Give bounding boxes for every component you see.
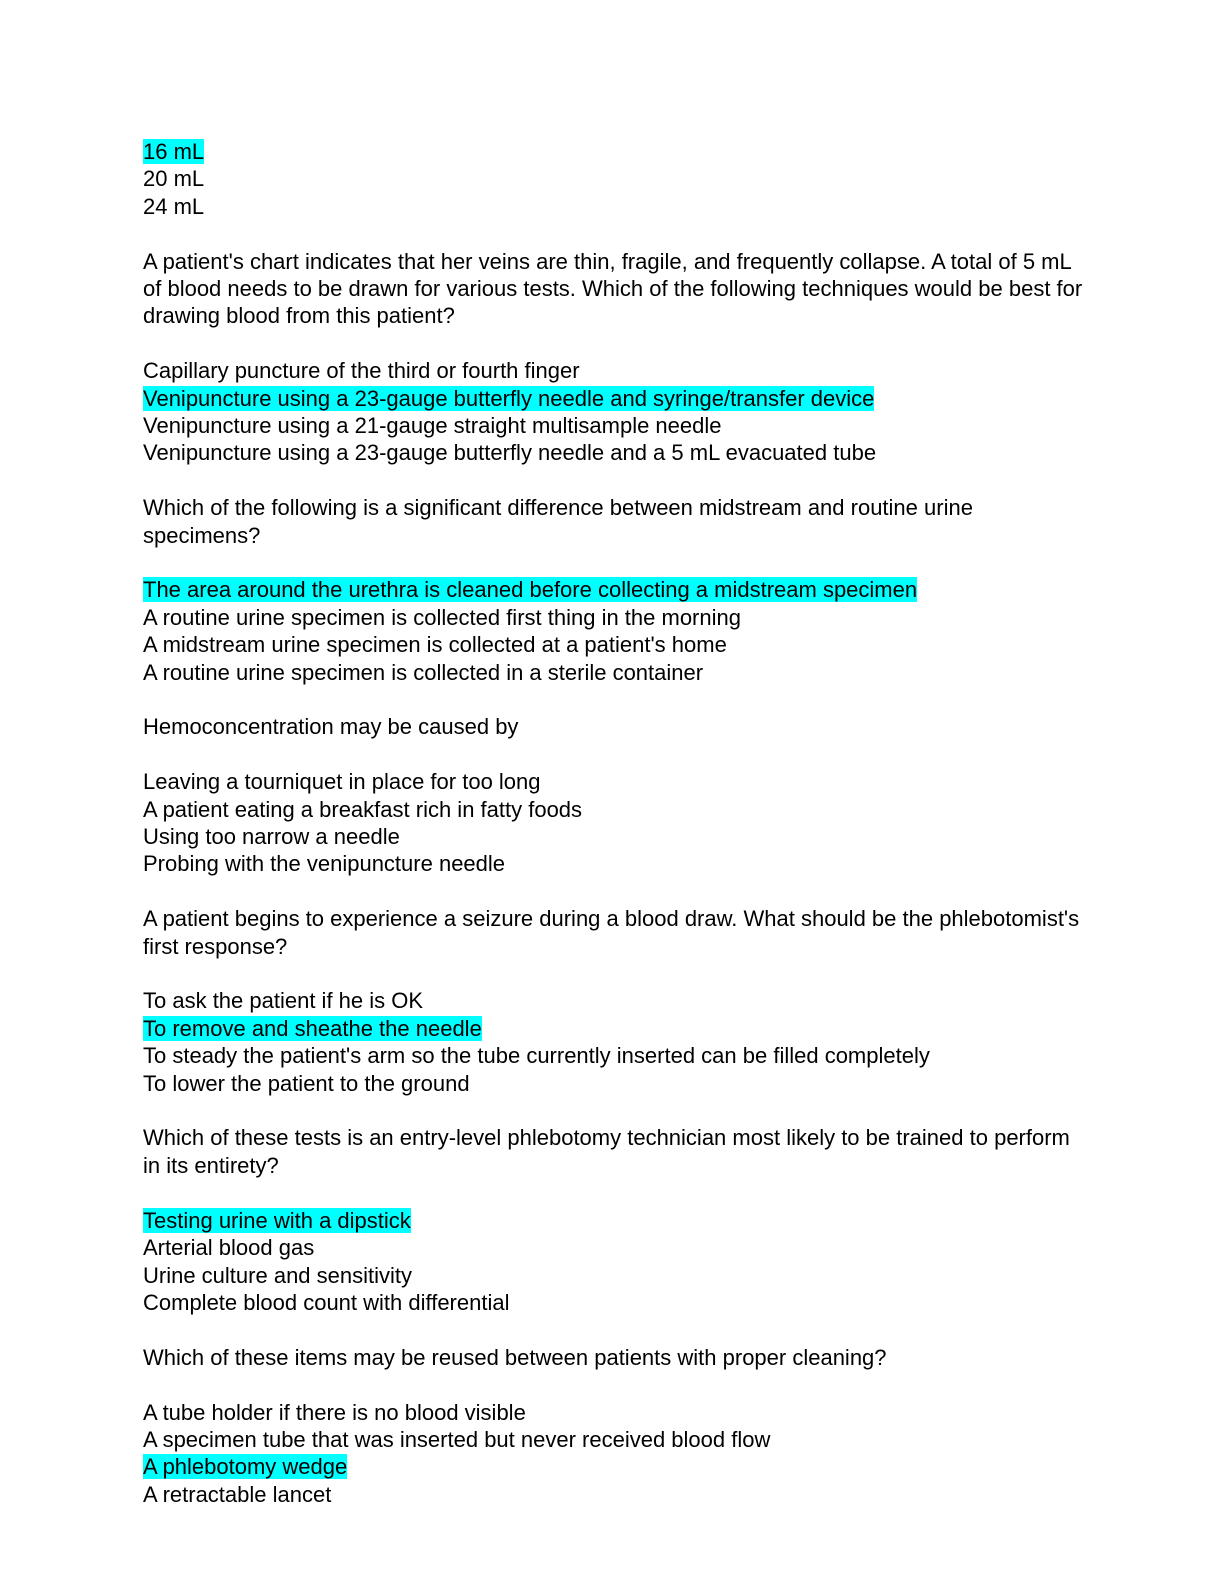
spacer: [143, 220, 1083, 247]
option-line: [143, 1042, 1083, 1069]
option-line: [143, 850, 1083, 877]
option-text: Venipuncture using a 21-gauge straight multisample needle: [143, 413, 722, 439]
top-options: [143, 138, 1083, 220]
option-text: A patient eating a breakfast rich in fatty foods: [143, 796, 583, 822]
option-line: [143, 987, 1083, 1014]
question-text: Which of these items may be reused between patients with proper cleaning?: [143, 1344, 887, 1370]
option-text: To remove and sheathe the needle: [143, 1015, 482, 1041]
option-line: [143, 1481, 1083, 1508]
option-text: To lower the patient to the ground: [143, 1070, 470, 1096]
option-text: Urine culture and sensitivity: [143, 1262, 413, 1288]
option-text: Using too narrow a needle: [143, 824, 400, 850]
spacer: [143, 330, 1083, 357]
option-text: Complete blood count with differential: [143, 1289, 510, 1315]
option-text: A routine urine specimen is collected first thing in the morning: [143, 604, 741, 630]
option-line: [143, 1262, 1083, 1289]
spacer: [143, 1097, 1083, 1124]
option-line: [143, 1015, 1083, 1042]
option-text: Probing with the venipuncture needle: [143, 851, 506, 877]
document-page: [143, 138, 1083, 1508]
spacer: [143, 1371, 1083, 1398]
option-text: Capillary puncture of the third or fourth finger: [143, 358, 580, 384]
option-line: [143, 1207, 1083, 1234]
option-text: A midstream urine specimen is collected at a patient's home: [143, 632, 727, 658]
spacer: [143, 549, 1083, 576]
spacer: [143, 686, 1083, 713]
question-text: A patient's chart indicates that her veins are thin, fragile, and frequently collapse. A total of 5 mL of blood needs to be drawn for various tests. Which of the following techniques would be best for drawing blood from this patient?: [143, 248, 1083, 329]
option-text: A retractable lancet: [143, 1481, 332, 1507]
option-line: [143, 165, 1083, 192]
option-text: 16 mL: [143, 139, 205, 164]
question-text: Hemoconcentration may be caused by: [143, 714, 519, 740]
option-text: The area around the urethra is cleaned before collecting a midstream specimen: [143, 577, 918, 603]
option-text: To ask the patient if he is OK: [143, 988, 424, 1014]
option-text: A phlebotomy wedge: [143, 1454, 348, 1480]
question-text: Which of these tests is an entry-level phlebotomy technician most likely to be trained to perform in its entirety?: [143, 1125, 1070, 1178]
option-text: Venipuncture using a 23-gauge butterfly needle and syringe/transfer device: [143, 385, 875, 411]
option-text: To steady the patient's arm so the tube currently inserted can be filled completely: [143, 1043, 930, 1069]
question-text: Which of the following is a significant difference between midstream and routine urine specimens?: [143, 495, 973, 548]
option-text: A tube holder if there is no blood visible: [143, 1399, 526, 1425]
option-line: [143, 1426, 1083, 1453]
option-text: 24 mL: [143, 193, 205, 219]
spacer: [143, 1179, 1083, 1206]
option-line: [143, 659, 1083, 686]
option-line: [143, 631, 1083, 658]
option-line: [143, 138, 1083, 165]
option-text: Testing urine with a dipstick: [143, 1207, 411, 1233]
spacer: [143, 878, 1083, 905]
option-line: [143, 1453, 1083, 1480]
option-line: [143, 439, 1083, 466]
option-line: [143, 823, 1083, 850]
option-line: [143, 1399, 1083, 1426]
option-line: [143, 1070, 1083, 1097]
option-line: [143, 412, 1083, 439]
spacer: [143, 741, 1083, 768]
spacer: [143, 1316, 1083, 1343]
question-text: A patient begins to experience a seizure during a blood draw. What should be the phlebotomist's first response?: [143, 906, 1080, 959]
spacer: [143, 467, 1083, 494]
option-text: Arterial blood gas: [143, 1235, 315, 1261]
option-line: [143, 1234, 1083, 1261]
spacer: [143, 960, 1083, 987]
option-line: [143, 385, 1083, 412]
option-text: Venipuncture using a 23-gauge butterfly needle and a 5 mL evacuated tube: [143, 440, 877, 466]
option-text: A routine urine specimen is collected in a sterile container: [143, 659, 704, 685]
option-line: [143, 1289, 1083, 1316]
option-text: A specimen tube that was inserted but never received blood flow: [143, 1426, 771, 1452]
option-line: [143, 768, 1083, 795]
option-line: [143, 604, 1083, 631]
option-line: [143, 193, 1083, 220]
option-text: Leaving a tourniquet in place for too long: [143, 769, 541, 795]
option-line: [143, 357, 1083, 384]
option-line: [143, 576, 1083, 603]
option-line: [143, 796, 1083, 823]
option-text: 20 mL: [143, 166, 205, 192]
